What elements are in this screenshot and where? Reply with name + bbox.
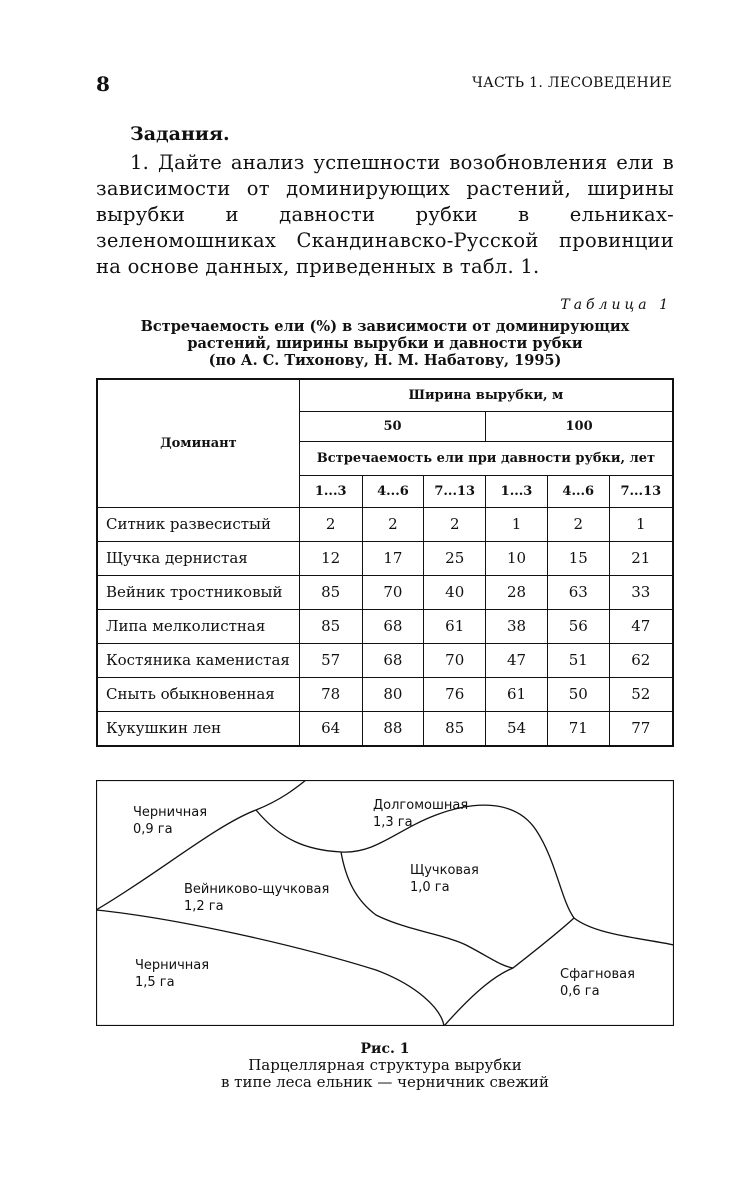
page-number: 8 <box>96 72 110 96</box>
area-label <box>410 862 479 896</box>
figure-number: Рис. 1 <box>360 1041 410 1057</box>
table-cell: 17 <box>362 541 424 575</box>
table-cell: 63 <box>547 575 609 609</box>
row-name: Щучка дернистая <box>97 541 299 575</box>
figure-caption-line: Парцеллярная структура вырубки <box>248 1056 522 1074</box>
table-cell: 38 <box>486 609 548 643</box>
table-cell: 70 <box>424 643 486 677</box>
table-cell: 21 <box>609 541 673 575</box>
area-size: 1,0 га <box>410 880 450 895</box>
header-occurrence: Встречаемость ели при давности рубки, лет <box>299 441 673 475</box>
table-cell: 85 <box>424 711 486 746</box>
tasks-heading: Задания. <box>130 123 230 145</box>
parcel-structure-figure <box>96 780 674 1026</box>
area-label <box>373 797 468 831</box>
table-cell: 2 <box>547 507 609 541</box>
header-years: 7...13 <box>424 475 486 507</box>
area-name: Щучковая <box>410 863 479 878</box>
area-size: 1,3 га <box>373 815 413 830</box>
area-name: Вейниково-щучковая <box>184 882 330 897</box>
table-row <box>97 677 673 711</box>
table-cell: 25 <box>424 541 486 575</box>
header-years: 7...13 <box>609 475 673 507</box>
figure-caption <box>96 1057 674 1091</box>
area-size: 0,9 га <box>133 822 173 837</box>
table-cell: 50 <box>547 677 609 711</box>
task-1-text: 1. Дайте анализ успешности возобновления ели в зависимости от доминирующих растений, ширины вырубки и давности рубки в ельниках-зеленомошниках Скандинавско-Русской провинции на основе данных, приведенных в табл. 1. <box>96 151 674 278</box>
area-name: Сфагновая <box>560 967 635 982</box>
area-name: Долгомошная <box>373 798 469 813</box>
table-cell: 85 <box>299 575 362 609</box>
table-row <box>97 609 673 643</box>
header-years: 4...6 <box>362 475 424 507</box>
row-name: Кукушкин лен <box>97 711 299 746</box>
table-cell: 40 <box>424 575 486 609</box>
table-label: Таблица 1 <box>560 297 672 313</box>
table-cell: 33 <box>609 575 673 609</box>
row-name: Сныть обыкновенная <box>97 677 299 711</box>
table-cell: 68 <box>362 609 424 643</box>
table-row <box>97 643 673 677</box>
table-cell: 88 <box>362 711 424 746</box>
row-name: Липа мелколистная <box>97 609 299 643</box>
table-cell: 28 <box>486 575 548 609</box>
header-years: 4...6 <box>547 475 609 507</box>
table-cell: 51 <box>547 643 609 677</box>
area-size: 1,5 га <box>135 975 175 990</box>
table-cell: 61 <box>424 609 486 643</box>
table-cell: 1 <box>486 507 548 541</box>
table-cell: 2 <box>362 507 424 541</box>
table-cell: 56 <box>547 609 609 643</box>
area-label <box>184 881 329 915</box>
table-cell: 64 <box>299 711 362 746</box>
table-cell: 2 <box>424 507 486 541</box>
data-table <box>96 378 674 747</box>
table-cell: 61 <box>486 677 548 711</box>
table-cell: 10 <box>486 541 548 575</box>
table-cell: 78 <box>299 677 362 711</box>
table-row <box>97 507 673 541</box>
row-name: Ситник развесистый <box>97 507 299 541</box>
area-size: 1,2 га <box>184 899 224 914</box>
area-label <box>133 804 207 838</box>
table-cell: 62 <box>609 643 673 677</box>
row-name: Костяника каменистая <box>97 643 299 677</box>
table-cell: 12 <box>299 541 362 575</box>
table-row <box>97 575 673 609</box>
table-row <box>97 541 673 575</box>
header-dominant: Доминант <box>97 379 299 507</box>
area-label <box>135 957 209 991</box>
table-cell: 15 <box>547 541 609 575</box>
header-width-50: 50 <box>299 411 485 441</box>
running-head: ЧАСТЬ 1. ЛЕСОВЕДЕНИЕ <box>471 75 672 91</box>
table-cell: 76 <box>424 677 486 711</box>
area-size: 0,6 га <box>560 984 600 999</box>
table-caption-line: растений, ширины вырубки и давности рубки <box>187 335 583 352</box>
table-caption-line: Встречаемость ели (%) в зависимости от доминирующих <box>140 318 630 335</box>
area-label <box>560 966 635 1000</box>
table-caption <box>96 318 674 369</box>
row-name: Вейник тростниковый <box>97 575 299 609</box>
table-cell: 80 <box>362 677 424 711</box>
table-cell: 54 <box>486 711 548 746</box>
table-cell: 2 <box>299 507 362 541</box>
table-cell: 47 <box>486 643 548 677</box>
table-cell: 52 <box>609 677 673 711</box>
header-years: 1...3 <box>486 475 548 507</box>
header-width: Ширина вырубки, м <box>299 379 673 411</box>
area-name: Черничная <box>133 805 208 820</box>
area-name: Черничная <box>135 958 210 973</box>
table-cell: 68 <box>362 643 424 677</box>
table-cell: 57 <box>299 643 362 677</box>
table-cell: 77 <box>609 711 673 746</box>
table-cell: 1 <box>609 507 673 541</box>
table-cell: 70 <box>362 575 424 609</box>
table-cell: 71 <box>547 711 609 746</box>
table-caption-line: (по А. С. Тихонову, Н. М. Набатову, 1995) <box>208 352 562 369</box>
table-row <box>97 711 673 746</box>
table-cell: 85 <box>299 609 362 643</box>
header-years: 1...3 <box>299 475 362 507</box>
figure-caption-line: в типе леса ельник — черничник свежий <box>220 1073 550 1091</box>
header-width-100: 100 <box>486 411 673 441</box>
table-cell: 47 <box>609 609 673 643</box>
